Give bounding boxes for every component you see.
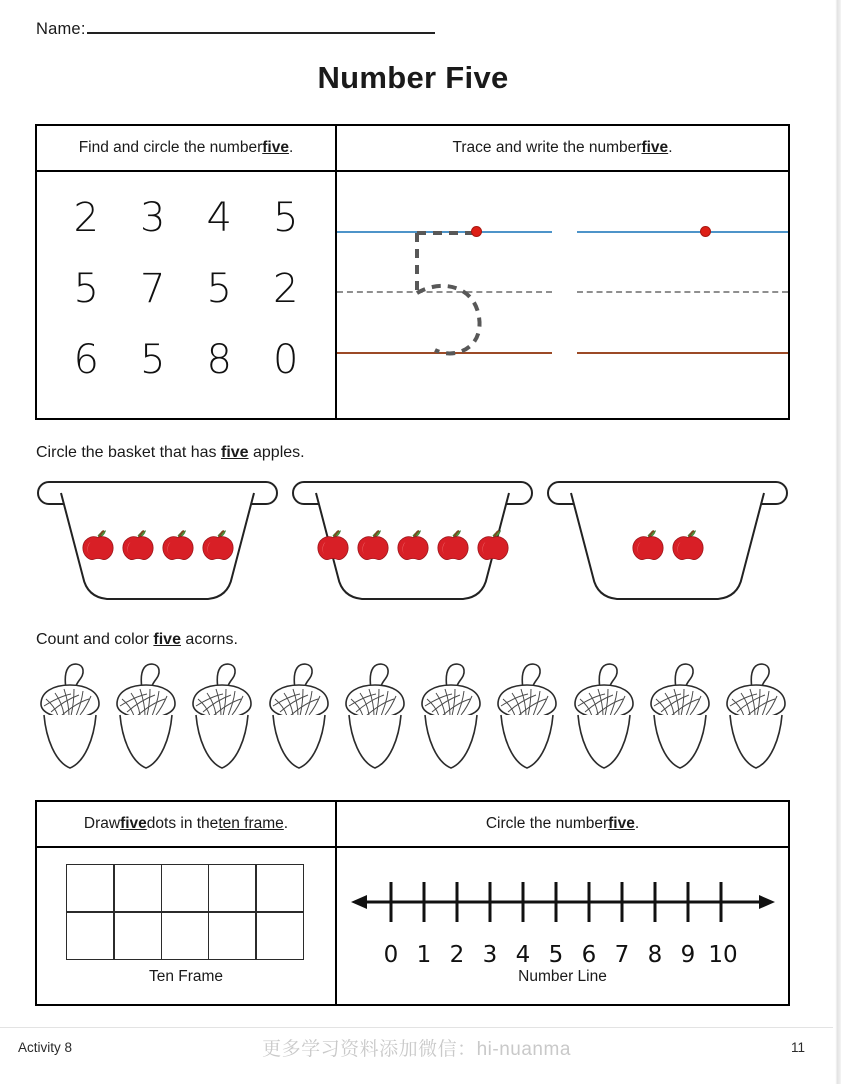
page-title: Number Five [317, 60, 509, 95]
acorns-instruction-pre: Count and color [36, 631, 154, 648]
trace-baseline [577, 352, 788, 354]
dashed-five-guide-icon [337, 172, 552, 418]
basket-option-3[interactable] [545, 479, 790, 604]
acorn-icon [33, 658, 107, 778]
acorns-instruction-post: acorns. [180, 631, 238, 648]
apple-icon [394, 527, 432, 563]
trace-mid-dashed-line [577, 291, 788, 293]
grid-cell[interactable]: 7 [140, 265, 166, 312]
number-line-tick-label[interactable]: 8 [647, 942, 663, 968]
grid-cell[interactable]: 5 [206, 265, 232, 312]
ten-frame-heading-word: five [120, 815, 147, 832]
acorn-item[interactable] [719, 658, 793, 778]
acorn-item[interactable] [490, 658, 564, 778]
ten-frame-heading-word2: ten frame [218, 815, 284, 832]
page-number: 11 [790, 1040, 805, 1055]
arrow-left-icon [351, 895, 367, 909]
acorns-instruction-word: five [153, 631, 181, 648]
number-line-tick-label[interactable]: 0 [383, 942, 399, 968]
top-activity-panel [35, 124, 790, 420]
ten-frame-cell[interactable] [255, 864, 304, 913]
apple-icon [79, 527, 117, 563]
apple-icon [474, 527, 512, 563]
acorn-icon [338, 658, 412, 778]
apple-icon [314, 527, 352, 563]
number-line-tick-label[interactable]: 6 [581, 942, 597, 968]
apple-icon [199, 527, 237, 563]
name-label: Name: [36, 20, 86, 38]
grid-cell[interactable]: 2 [273, 265, 299, 312]
apple-icon [119, 527, 157, 563]
number-line-tick-label[interactable]: 10 [708, 942, 738, 968]
apple-icon [354, 527, 392, 563]
find-circle-heading-pre: Find and circle the number [78, 139, 263, 156]
baskets-instruction-pre: Circle the basket that has [36, 444, 221, 461]
baskets-instruction-post: apples. [248, 444, 305, 461]
number-line-caption: Number Line [518, 968, 607, 985]
ten-frame-area [37, 848, 335, 1004]
grid-cell[interactable]: 8 [206, 337, 232, 384]
ten-frame-cell[interactable] [255, 911, 304, 960]
page-footer [0, 1034, 833, 1068]
acorn-item[interactable] [567, 658, 641, 778]
number-line-tick-label[interactable]: 1 [416, 942, 432, 968]
find-circle-heading-post: . [288, 139, 294, 156]
basket-apples [290, 527, 535, 563]
basket-option-2[interactable] [290, 479, 535, 604]
number-line-tick-label[interactable]: 3 [482, 942, 498, 968]
acorn-icon [567, 658, 641, 778]
trace-practice-area [337, 172, 788, 418]
apple-icon [159, 527, 197, 563]
number-line-area [337, 848, 788, 1004]
ten-frame-cell[interactable] [161, 911, 210, 960]
number-line-heading [337, 802, 788, 846]
name-input-blank[interactable] [87, 20, 435, 34]
basket-option-1[interactable] [35, 479, 280, 604]
grid-cell[interactable]: 2 [73, 194, 99, 241]
ten-frame-cell[interactable] [208, 864, 257, 913]
grid-cell[interactable]: 0 [273, 337, 299, 384]
acorn-icon [490, 658, 564, 778]
number-search-grid[interactable] [37, 172, 335, 418]
basket-apples [35, 527, 280, 563]
basket-apples [545, 527, 790, 563]
acorn-icon [185, 658, 259, 778]
page-edge-shadow [833, 0, 841, 1084]
footer-divider [0, 1027, 833, 1028]
number-line-heading-post: . [634, 815, 640, 832]
ten-frame-heading-pre: Draw [83, 815, 121, 832]
number-line-tick-label[interactable]: 4 [515, 942, 531, 968]
acorn-item[interactable] [643, 658, 717, 778]
trace-slot-blank[interactable] [577, 172, 788, 418]
number-line-icon [349, 868, 777, 938]
activity-label: Activity 8 [18, 1040, 73, 1055]
apple-icon [434, 527, 472, 563]
grid-cell[interactable]: 4 [206, 194, 232, 241]
ten-frame-heading [37, 802, 335, 846]
acorn-item[interactable] [109, 658, 183, 778]
acorn-item[interactable] [414, 658, 488, 778]
acorn-item[interactable] [185, 658, 259, 778]
find-circle-heading-word: five [262, 139, 289, 156]
ten-frame-cell[interactable] [113, 864, 162, 913]
number-line-tick-labels[interactable] [349, 942, 777, 968]
apple-icon [669, 527, 707, 563]
trace-write-heading-word: five [641, 139, 669, 156]
number-line-tick-label[interactable]: 5 [548, 942, 564, 968]
ten-frame-heading-post: . [283, 815, 289, 832]
grid-cell[interactable]: 3 [140, 194, 166, 241]
ten-frame-cell[interactable] [208, 911, 257, 960]
baskets-instruction [36, 444, 305, 462]
grid-cell[interactable]: 5 [273, 194, 299, 241]
basket-row [35, 479, 795, 604]
bottom-activity-panel [35, 800, 790, 1006]
name-field-row [36, 20, 435, 39]
acorn-icon [719, 658, 793, 778]
ten-frame-caption: Ten Frame [148, 968, 224, 985]
find-circle-heading [37, 126, 335, 170]
acorn-icon [414, 658, 488, 778]
trace-start-dot [700, 226, 711, 237]
ten-frame-cell[interactable] [161, 864, 210, 913]
ten-frame-cell[interactable] [66, 864, 115, 913]
grid-cell[interactable]: 5 [73, 265, 99, 312]
watermark-text: 更多学习资料添加微信：hi-nuanma [262, 1039, 571, 1060]
ten-frame-cell[interactable] [113, 911, 162, 960]
trace-write-heading-pre: Trace and write the number [452, 139, 642, 156]
trace-start-dot [471, 226, 482, 237]
trace-write-heading-post: . [668, 139, 673, 156]
acorn-item[interactable] [262, 658, 336, 778]
number-line-heading-word: five [608, 815, 635, 832]
acorns-instruction [36, 631, 238, 649]
trace-write-heading [337, 126, 788, 170]
arrow-right-icon [759, 895, 775, 909]
number-line-heading-pre: Circle the number [485, 815, 609, 832]
acorn-icon [109, 658, 183, 778]
acorn-icon [643, 658, 717, 778]
number-line-tick-label[interactable]: 2 [449, 942, 465, 968]
ten-frame-grid[interactable] [67, 865, 303, 959]
ten-frame-heading-mid: dots in the [146, 815, 219, 832]
grid-cell[interactable]: 6 [73, 337, 99, 384]
acorn-item[interactable] [338, 658, 412, 778]
baskets-instruction-word: five [220, 444, 249, 461]
acorn-icon [262, 658, 336, 778]
number-line-tick-label[interactable]: 9 [680, 942, 696, 968]
trace-slot-guided[interactable] [337, 172, 552, 418]
acorn-item[interactable] [33, 658, 107, 778]
ten-frame-cell[interactable] [66, 911, 115, 960]
acorn-row [33, 658, 793, 783]
trace-top-line [577, 231, 788, 233]
number-line-tick-label[interactable]: 7 [614, 942, 630, 968]
grid-cell[interactable]: 5 [140, 337, 166, 384]
apple-icon [629, 527, 667, 563]
